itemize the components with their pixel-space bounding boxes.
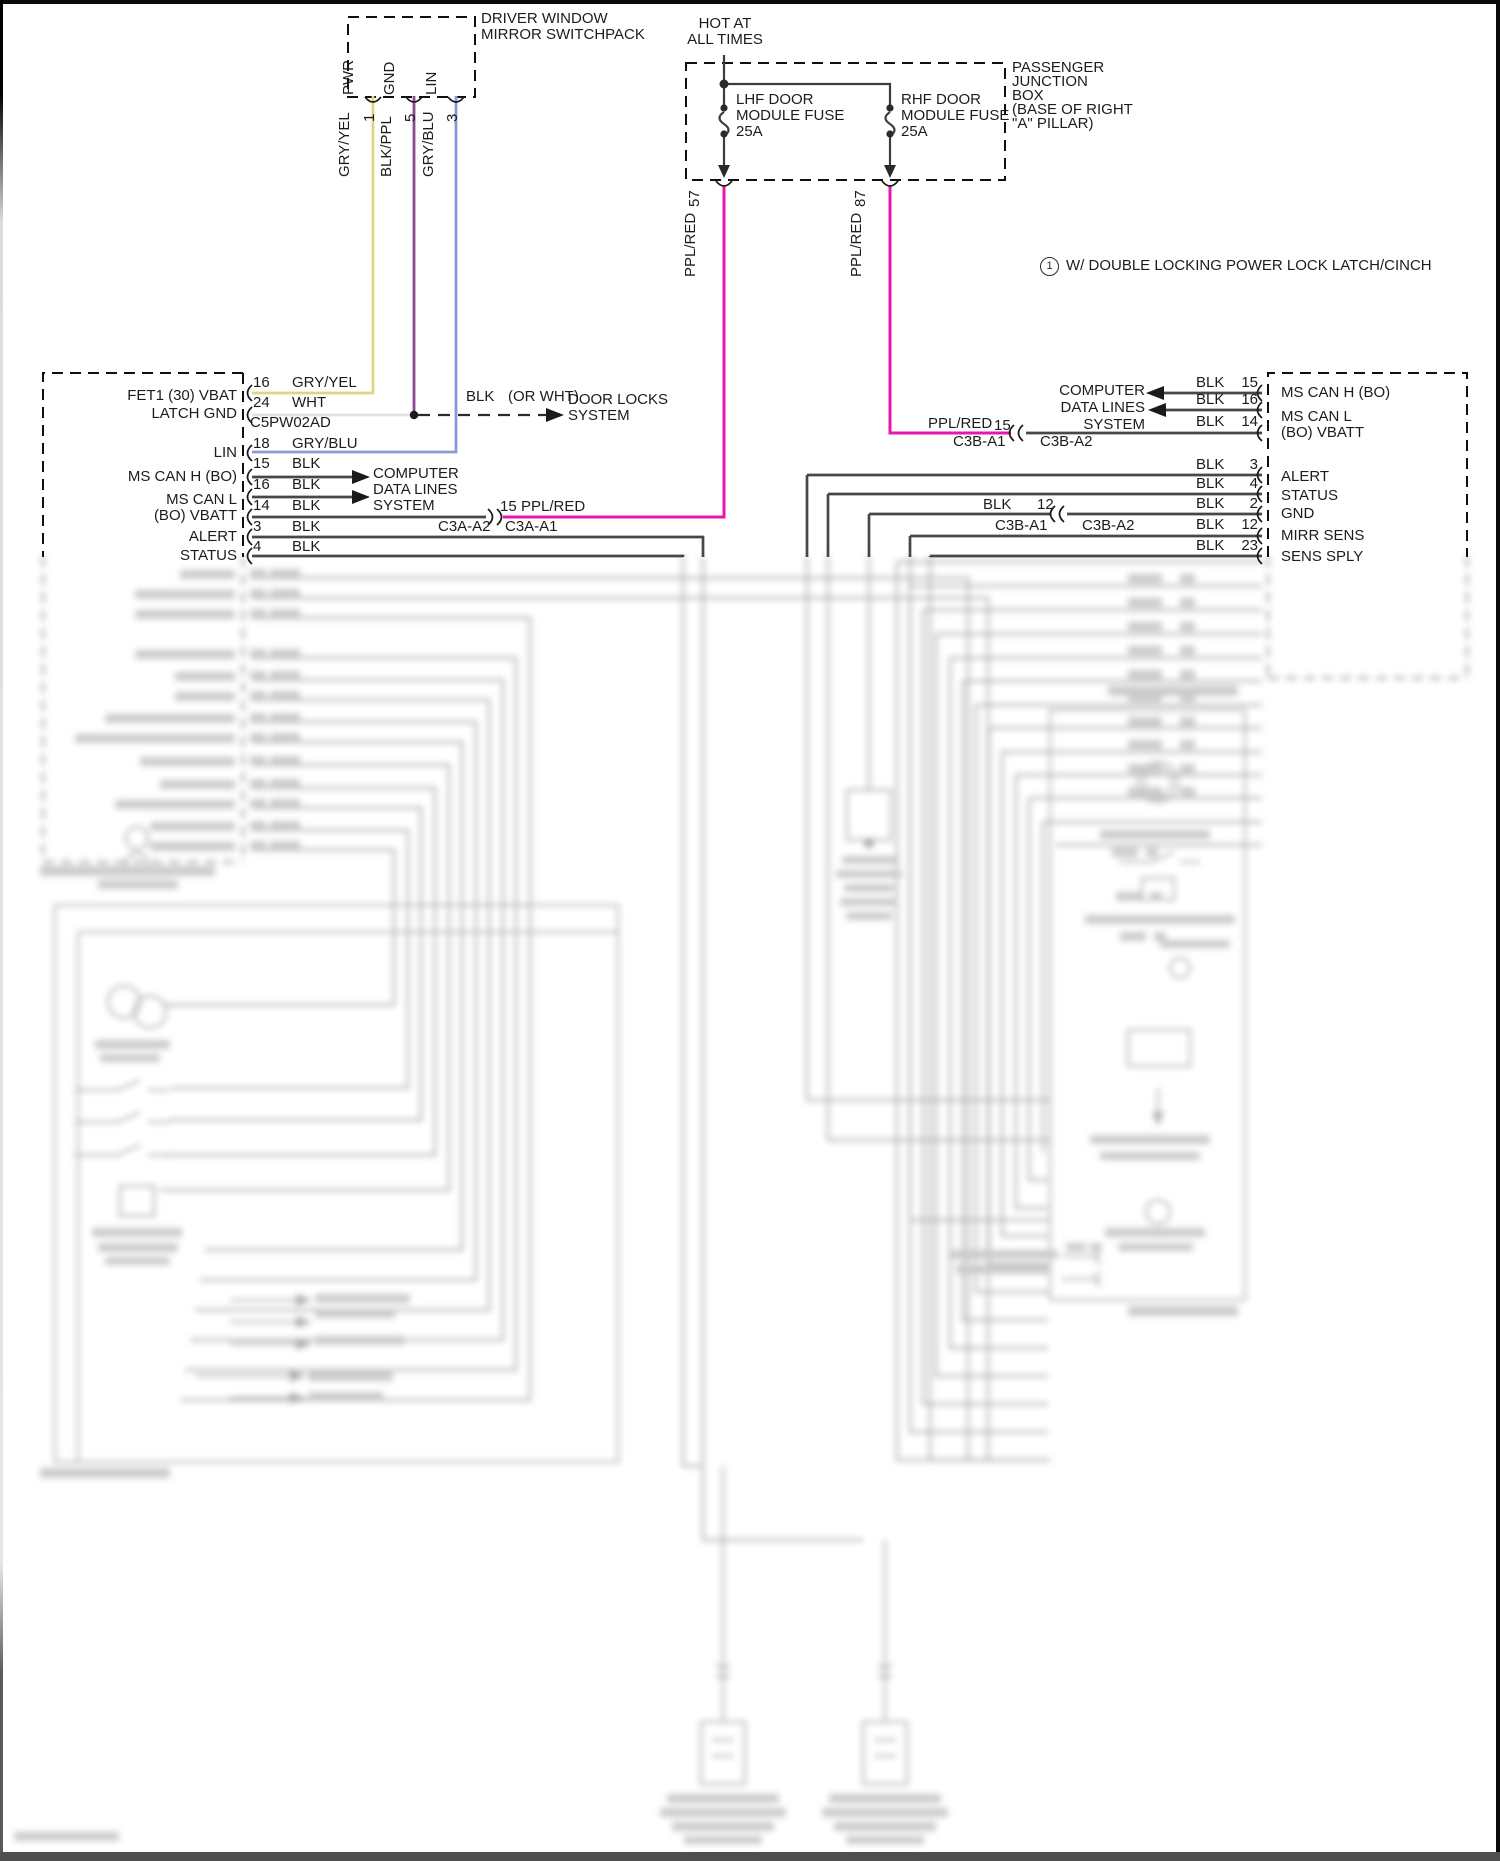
lhf-fuse-line1: LHF DOOR bbox=[736, 91, 814, 108]
left-pin-label-ms-can-l: MS CAN L bbox=[166, 491, 237, 508]
left-pin-label-fet1: FET1 (30) VBAT bbox=[127, 387, 237, 404]
left-computer-line3: SYSTEM bbox=[373, 497, 435, 514]
left-pin-num-0: 16 bbox=[253, 374, 270, 391]
right-wire-7: BLK bbox=[1196, 537, 1225, 554]
right-pin-label-mirr-sens: MIRR SENS bbox=[1281, 527, 1365, 544]
left-pin-wire-5: BLK bbox=[292, 497, 321, 514]
left-pin-label-status: STATUS bbox=[180, 547, 237, 564]
switchpack-title-line2: MIRROR SWITCHPACK bbox=[481, 26, 645, 43]
c3a-circuit-num: 15 bbox=[500, 498, 517, 515]
wire-label-ppl-red-left: PPL/RED bbox=[682, 212, 699, 277]
left-pin-num-7: 4 bbox=[253, 538, 262, 555]
blurred-diagram-region bbox=[0, 556, 1500, 1856]
right-wire-2: BLK bbox=[1196, 413, 1225, 430]
rhf-fuse-line2: MODULE FUSE bbox=[901, 107, 1010, 124]
switchpack-pin-gnd: GND bbox=[381, 61, 398, 95]
c3b-top-wire: PPL/RED bbox=[928, 415, 993, 432]
left-pin-num-2: 18 bbox=[253, 435, 270, 452]
door-locks-wire: BLK bbox=[466, 388, 495, 405]
right-wire-4: BLK bbox=[1196, 475, 1225, 492]
right-num-0: 15 bbox=[1241, 374, 1258, 391]
switchpack-pin3-num: 3 bbox=[444, 113, 461, 122]
switchpack-pin1-num: 1 bbox=[361, 113, 378, 122]
right-num-7: 23 bbox=[1241, 537, 1258, 554]
left-pin-wire-6: BLK bbox=[292, 518, 321, 535]
switchpack-pin5-num: 5 bbox=[402, 113, 419, 122]
right-num-3: 3 bbox=[1249, 456, 1258, 473]
c3b-top-num: 15 bbox=[994, 417, 1011, 434]
wire-label-gry-blu: GRY/BLU bbox=[420, 111, 437, 177]
c3b-a1-top-label: C3B-A1 bbox=[953, 433, 1006, 450]
right-computer-line3: SYSTEM bbox=[1083, 416, 1145, 433]
left-pin-num-6: 3 bbox=[253, 518, 262, 535]
blurred-wiring-shapes bbox=[0, 556, 1500, 1861]
wire-label-ppl-red-right: PPL/RED bbox=[848, 212, 865, 277]
c3b-mid-num: 12 bbox=[1037, 496, 1054, 513]
c3a-a1-label: C3A-A1 bbox=[505, 518, 558, 535]
right-pin-label-gnd: GND bbox=[1281, 505, 1315, 522]
wire-label-blk-ppl: BLK/PPL bbox=[378, 116, 395, 177]
left-pin-label-alert: ALERT bbox=[188, 528, 237, 545]
right-wire-5: BLK bbox=[1196, 495, 1225, 512]
right-pin-label-alert: ALERT bbox=[1281, 468, 1330, 485]
right-num-5: 2 bbox=[1249, 495, 1258, 512]
rhf-fuse-line1: RHF DOOR bbox=[901, 91, 981, 108]
door-locks-dest-line1: DOOR LOCKS bbox=[568, 391, 669, 408]
lhf-fuse-line2: MODULE FUSE bbox=[736, 107, 845, 124]
wire-label-gry-yel: GRY/YEL bbox=[336, 112, 353, 177]
right-computer-line1: COMPUTER bbox=[1059, 382, 1145, 399]
c3b-a2-mid-label: C3B-A2 bbox=[1082, 517, 1135, 534]
left-pin-num-4: 16 bbox=[253, 476, 270, 493]
junction-label-line5: "A" PILLAR) bbox=[1012, 115, 1094, 132]
right-pin-label-ms-can-l: MS CAN L bbox=[1281, 408, 1352, 425]
c3a-circuit-wire: PPL/RED bbox=[521, 498, 586, 515]
left-pin-num-5: 14 bbox=[253, 497, 270, 514]
c3b-a1-mid-label: C3B-A1 bbox=[995, 517, 1048, 534]
switchpack-box bbox=[348, 17, 475, 97]
junction-label-line4: (BASE OF RIGHT bbox=[1012, 101, 1133, 118]
c3b-a2-top-label: C3B-A2 bbox=[1040, 433, 1093, 450]
right-wire-3: BLK bbox=[1196, 456, 1225, 473]
right-computer-line2: DATA LINES bbox=[1060, 399, 1145, 416]
right-wire-6: BLK bbox=[1196, 516, 1225, 533]
left-pin-wire-2: GRY/BLU bbox=[292, 435, 358, 452]
rhf-fuse-line3: 25A bbox=[901, 123, 928, 140]
footnote-1-icon: 1 bbox=[1040, 257, 1059, 276]
right-pin-label-bo-vbatt: (BO) VBATT bbox=[1281, 424, 1365, 441]
left-pin-num-3: 15 bbox=[253, 455, 270, 472]
fuse-pin-57: 57 bbox=[686, 190, 703, 207]
junction-label-line3: BOX bbox=[1012, 87, 1044, 104]
footnote-text: W/ DOUBLE LOCKING POWER LOCK LATCH/CINCH bbox=[1066, 257, 1432, 274]
left-pin-label-ms-can-h: MS CAN H (BO) bbox=[127, 468, 237, 485]
right-num-2: 14 bbox=[1241, 413, 1258, 430]
hot-label-line1: HOT AT bbox=[698, 15, 752, 32]
left-pin-wire-0: GRY/YEL bbox=[292, 374, 357, 391]
left-computer-line2: DATA LINES bbox=[373, 481, 458, 498]
left-pin-wire-3: BLK bbox=[292, 455, 321, 472]
switchpack-pin-pwr: PWR bbox=[340, 60, 357, 95]
right-num-6: 12 bbox=[1241, 516, 1258, 533]
left-pin-label-lin: LIN bbox=[213, 444, 237, 461]
left-connector-id: C5PW02AD bbox=[250, 414, 331, 431]
splice-dot bbox=[410, 411, 418, 419]
lhf-fuse-line3: 25A bbox=[736, 123, 763, 140]
right-num-4: 4 bbox=[1249, 475, 1258, 492]
door-locks-dest-line2: SYSTEM bbox=[568, 407, 630, 424]
wire-gry-yel bbox=[252, 96, 373, 393]
c3a-a2-label: C3A-A2 bbox=[438, 518, 491, 535]
switchpack-pin-lin: LIN bbox=[423, 71, 440, 95]
left-pin-num-1: 24 bbox=[253, 394, 270, 411]
hot-label-line2: ALL TIMES bbox=[687, 31, 763, 48]
left-pin-wire-7: BLK bbox=[292, 538, 321, 555]
left-computer-line1: COMPUTER bbox=[373, 465, 459, 482]
junction-label-line1: PASSENGER bbox=[1012, 59, 1105, 76]
fuse-pin-87: 87 bbox=[852, 190, 869, 207]
right-pin-label-sens-sply: SENS SPLY bbox=[1281, 548, 1364, 565]
switchpack-title-line1: DRIVER WINDOW bbox=[481, 10, 608, 27]
left-pin-label-bo-vbatt: (BO) VBATT bbox=[153, 507, 237, 524]
junction-label-line2: JUNCTION bbox=[1012, 73, 1088, 90]
c3b-mid-wire: BLK bbox=[983, 496, 1012, 513]
left-pin-wire-4: BLK bbox=[292, 476, 321, 493]
left-pin-wire-1: WHT bbox=[292, 394, 327, 411]
right-pin-label-ms-can-h: MS CAN H (BO) bbox=[1281, 384, 1391, 401]
right-wire-0: BLK bbox=[1196, 374, 1225, 391]
right-num-1: 16 bbox=[1241, 391, 1258, 408]
wire-ppl-red-right bbox=[890, 186, 1011, 433]
left-pin-label-latch-gnd: LATCH GND bbox=[151, 405, 237, 422]
door-locks-alt-wire: (OR WHT) bbox=[508, 388, 579, 405]
right-wire-1: BLK bbox=[1196, 391, 1225, 408]
right-pin-label-status: STATUS bbox=[1281, 487, 1338, 504]
